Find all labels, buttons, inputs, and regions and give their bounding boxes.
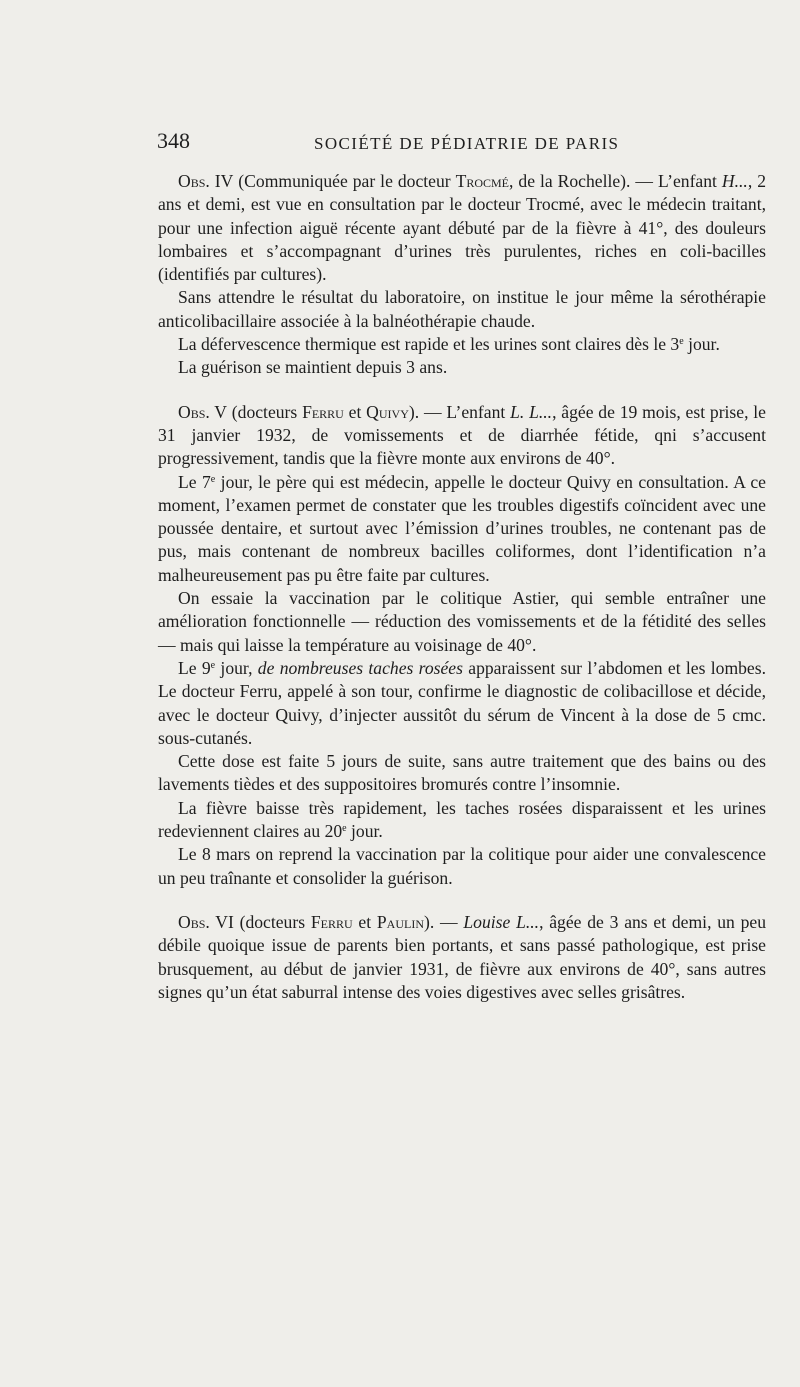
patient-name: H... [721, 171, 748, 191]
doctor-name: Trocmé [455, 171, 510, 191]
obs5-paragraph-1 [158, 401, 766, 471]
text-run: jour. [346, 821, 383, 842]
obs5-label: Obs. V [178, 401, 227, 422]
text-run: , de la Rochelle). — L’enfant [509, 171, 722, 191]
obs4-paragraph-4: La guérison se maintient depuis 3 ans. [178, 357, 448, 378]
text-run: jour, [215, 657, 258, 678]
doctor-name: Paulin [376, 911, 424, 932]
text-run: et [343, 401, 367, 422]
text-run: (docteurs [233, 911, 311, 932]
text-run: ). — [423, 911, 464, 932]
doctor-name: Ferru [302, 401, 344, 422]
obs5-paragraph-2 [158, 471, 766, 587]
superscript: e [679, 336, 684, 348]
obs5-paragraph-7: Le 8 mars on reprend la vaccination par la colitique pour aider une convalescence un peu traînante et consolider la guérison. [158, 844, 766, 888]
page-body [158, 170, 766, 1004]
superscript: e [342, 823, 347, 835]
superscript: e [210, 659, 216, 671]
doctor-name: Ferru [310, 911, 353, 932]
text-run: (Communiquée par le docteur [233, 171, 456, 191]
text-run: Le 9 [178, 657, 211, 678]
italic-phrase: de nombreuses taches rosées [257, 657, 463, 678]
obs4-paragraph-3 [158, 333, 766, 356]
text-run: jour. [683, 334, 720, 355]
obs5-paragraph-4 [158, 657, 766, 750]
obs4-paragraph-2: Sans attendre le résultat du laboratoire, on institue le jour même la sérothérapie anticolibacillaire associée à la balnéothérapie chaude. [158, 287, 766, 331]
text-run: jour, le père qui est médecin, appelle le docteur Quivy en consultation. A ce moment, l’examen permet de constater que les troubles digestifs coïncident avec une poussée dentaire, et surtout avec l’émission d’urines troubles, ne contenant pas de pus, mais contenant de nombreux bacilles coliformes, dont l’identification n’a malheureusement pas pu être faite par cultures. [158, 471, 766, 585]
text-run: La fièvre baisse très rapidement, les taches rosées disparaissent et les urines redeviennent claires au 20 [158, 797, 766, 842]
text-run: La défervescence thermique est rapide et les urines sont claires dès le 3 [178, 334, 680, 355]
page-header [157, 128, 627, 158]
obs5-paragraph-6 [158, 797, 766, 844]
text-run: , âgée de 3 ans et demi, un peu débile quoique issue de parents bien portants, et sans passé pathologique, est prise brusquement, au début de janvier 1931, de fièvre aux environs de 40°, sans autres signes qu’un état saburral intense des voies digestives avec selles grisâtres. [158, 911, 767, 1002]
obs6-paragraph-1 [158, 911, 766, 1004]
obs6-label: Obs. VI [178, 911, 234, 932]
page-number: 348 [157, 128, 190, 153]
running-head: SOCIÉTÉ DE PÉDIATRIE DE PARIS [314, 134, 620, 153]
text-run: , âgée de 19 mois, est prise, le 31 janvier 1932, de vomissements et de diarrhée fétide, qni s’accusent progressivement, tandis que la fièvre monte aux environs de 40°. [158, 401, 766, 469]
doctor-name: Quivy [366, 401, 409, 422]
obs4-paragraph-1 [158, 170, 766, 286]
text-run: apparaissent sur l’abdomen et les lombes. Le docteur Ferru, appelé à son tour, confirme le diagnostic de colibacillose et décide, avec le docteur Quivy, d’injecter aussitôt du sérum de Vincent à la dose de 5 cmc. sous-cutanés. [158, 657, 766, 748]
text-run: (docteurs [226, 401, 303, 422]
patient-name: Louise L... [463, 911, 540, 932]
text-run: , 2 ans et demi, est vue en consultation par le docteur Trocmé, avec le médecin traitant, pour une infection aiguë récente ayant débuté par de la fièvre à 41°, des douleurs lombaires et s’accompagnant d’urines très purulentes, riches en coli-bacilles (identifiés par cultures). [158, 171, 766, 285]
text-run: ). — L’enfant [408, 401, 511, 422]
text-run: Le 7 [178, 471, 211, 492]
obs5-paragraph-3: On essaie la vaccination par le colitique Astier, qui semble entraîner une amélioration fonctionnelle — réduction des vomissements et de la fétidité des selles — mais qui laisse la température au voisinage de 40°. [158, 588, 766, 655]
obs5-paragraph-5: Cette dose est faite 5 jours de suite, sans autre traitement que des bains ou des lavements tièdes et des suppositoires bromurés contre l’insomnie. [158, 751, 766, 795]
superscript: e [210, 473, 216, 485]
obs4-label: Obs. IV [178, 171, 234, 191]
text-run: et [352, 911, 377, 932]
patient-name: L. L... [510, 401, 553, 422]
